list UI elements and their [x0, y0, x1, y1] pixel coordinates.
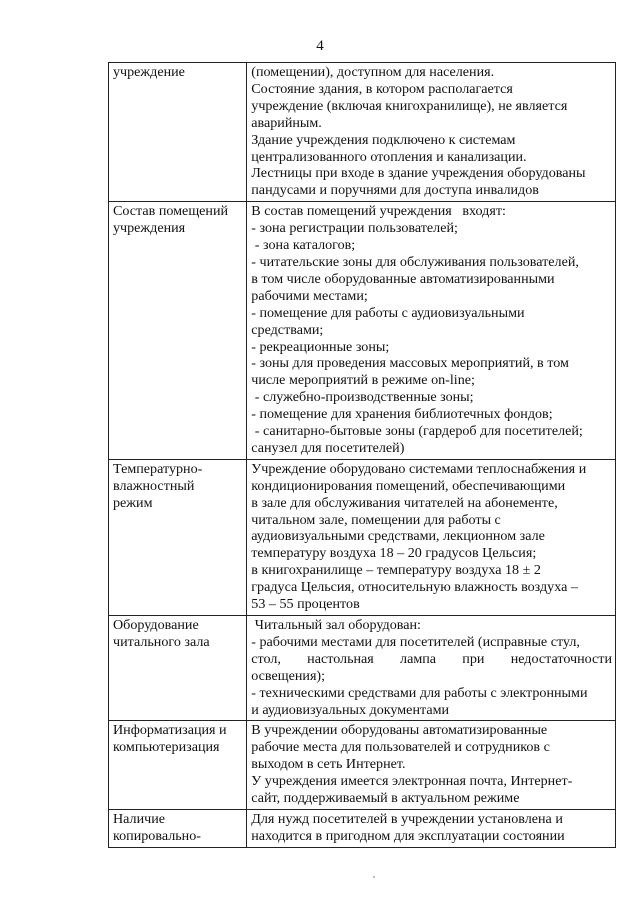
content-line: - служебно-производственные зоны;: [251, 389, 474, 406]
row-label-line: учреждения: [113, 220, 186, 237]
content-line: сайт, поддерживаемый в актуальном режиме: [251, 790, 520, 807]
row-label-line: Наличие: [113, 810, 166, 827]
content-line: У учреждения имеется электронная почта, Интернет-: [251, 773, 573, 790]
content-line: рабочие места для пользователей и сотрудников с: [251, 739, 550, 756]
content-line: - рекреационные зоны;: [251, 338, 390, 355]
content-line: - техническими средствами для работы с электронными: [251, 684, 588, 701]
table-row: [109, 63, 616, 202]
content-line: - зона регистрации пользователей;: [251, 220, 458, 237]
scan-speck: [373, 876, 375, 878]
row-label-cell: [109, 459, 247, 615]
content-line: кондиционирования помещений, обеспечивающими: [251, 477, 566, 494]
content-line: - зона каталогов;: [251, 237, 356, 254]
row-label-line: Информатизация и: [113, 722, 227, 739]
content-line: Учреждение оборудовано системами теплоснабжения и: [251, 460, 587, 477]
content-line: аудиовизуальными средствами, лекционном зале: [251, 528, 545, 545]
row-label-cell: [109, 63, 247, 202]
row-content-cell: [247, 809, 616, 847]
table-row: [109, 459, 616, 615]
content-line: учреждение (включая книгохранилище), не является: [251, 97, 568, 114]
row-label-cell: [109, 809, 247, 847]
content-line: Лестницы при входе в здание учреждения оборудованы: [251, 165, 586, 182]
content-line: Состояние здания, в котором располагается: [251, 80, 513, 97]
content-line: выходом в сеть Интернет.: [251, 756, 406, 773]
content-line: санузел для посетителей): [251, 439, 405, 456]
table-row: [109, 721, 616, 810]
page-number: 4: [316, 38, 324, 54]
content-line: - зоны для проведения массовых мероприятий, в том: [251, 355, 569, 372]
content-line: - помещение для работы с аудиовизуальными: [251, 304, 525, 321]
row-label-line: Оборудование: [113, 617, 199, 633]
content-line: в том числе оборудованные автоматизированными: [251, 270, 555, 287]
content-line: температуру воздуха 18 – 20 градусов Цельсия;: [251, 545, 537, 562]
table-row: [109, 809, 616, 847]
content-line: централизованного отопления и канализации.: [251, 148, 527, 165]
row-label-line: влажностный: [113, 477, 195, 494]
content-line: освещения);: [251, 667, 326, 684]
row-content-cell: [247, 63, 616, 202]
row-label-cell: [109, 202, 247, 460]
row-label-cell: [109, 616, 247, 721]
row-label-line: компьютеризация: [113, 739, 220, 756]
content-line: числе мероприятий в режиме on-line;: [251, 372, 475, 389]
content-line: - помещение для хранения библиотечных фондов;: [251, 406, 553, 423]
row-label-line: режим: [113, 494, 153, 511]
table-row: [109, 202, 616, 460]
content-line: пандусами и поручнями для доступа инвалидов: [251, 182, 539, 199]
row-label-line: читального зала: [113, 633, 210, 650]
content-line: В учреждении оборудованы автоматизированные: [251, 722, 548, 739]
content-line: В состав помещений учреждения входят:: [251, 203, 506, 220]
row-content-cell: [247, 616, 616, 721]
requirements-table: [108, 62, 616, 848]
row-label-line: учреждение: [113, 64, 185, 80]
content-line: 53 – 55 процентов: [251, 596, 360, 613]
content-line: аварийным.: [251, 114, 322, 131]
row-label-line: копировально-: [113, 827, 201, 844]
content-line: читальном зале, помещении для работы с: [251, 511, 501, 528]
content-line: градуса Цельсия, относительную влажность воздуха –: [251, 579, 578, 596]
content-line: находится в пригодном для эксплуатации состоянии: [251, 827, 565, 844]
content-line: Читальный зал оборудован:: [251, 617, 421, 633]
content-line: (помещении), доступном для населения.: [251, 64, 495, 80]
row-content-cell: [247, 459, 616, 615]
content-line: в книгохранилище – температуру воздуха 18 ± 2: [251, 562, 541, 579]
content-line: - рабочими местами для посетителей (исправные стул,: [251, 633, 580, 650]
content-line: в зале для обслуживания читателей на абонементе,: [251, 494, 558, 511]
table-row: [109, 616, 616, 721]
content-line: Здание учреждения подключено к системам: [251, 131, 516, 148]
content-line: Для нужд посетителей в учреждении установлена и: [251, 810, 563, 827]
row-content-cell: [247, 721, 616, 810]
content-line: средствами;: [251, 321, 324, 338]
content-line: - санитарно-бытовые зоны (гардероб для посетителей;: [251, 423, 583, 440]
row-content-cell: [247, 202, 616, 460]
content-line: и аудиовизуальных документами: [251, 701, 450, 718]
content-line: - читательские зоны для обслуживания пользователей,: [251, 253, 579, 270]
row-label-cell: [109, 721, 247, 810]
row-label-line: Температурно-: [113, 460, 203, 477]
row-label-line: Состав помещений: [113, 203, 229, 220]
content-line: рабочими местами;: [251, 287, 368, 304]
content-line: стол, настольная лампа при недостаточности: [251, 650, 612, 667]
